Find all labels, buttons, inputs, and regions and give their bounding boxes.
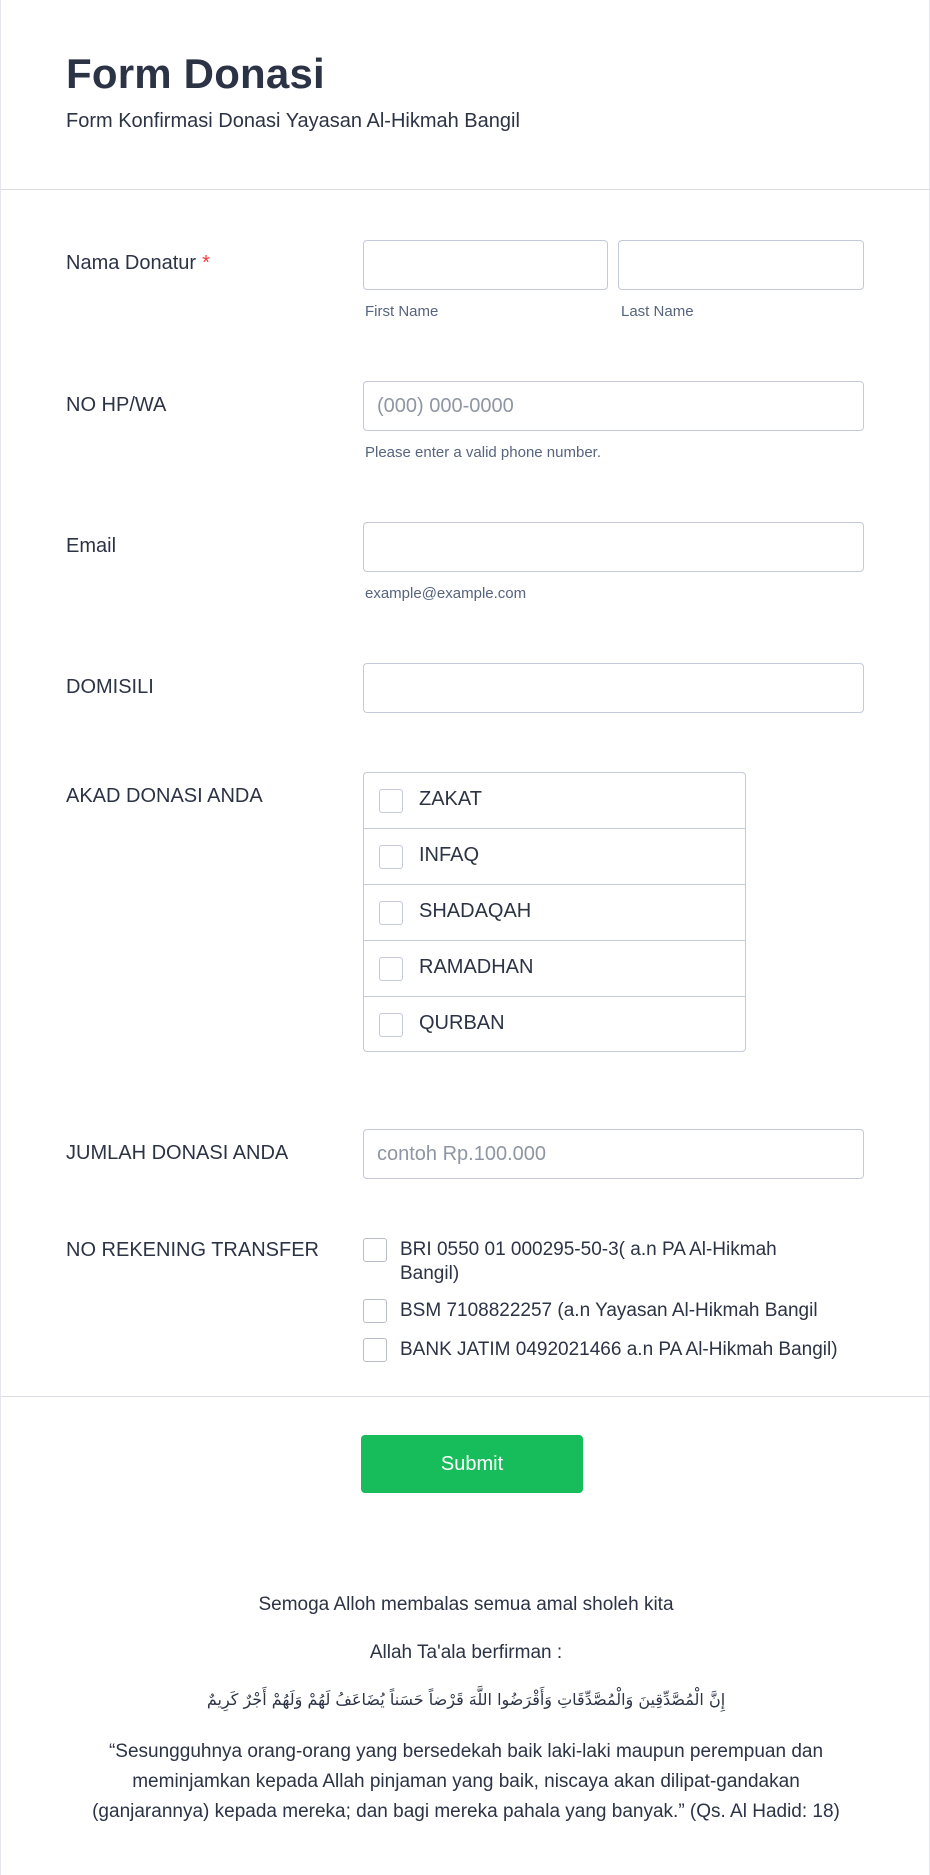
account-option-jatim: BANK JATIM 0492021466 a.n PA Al-Hikmah Bangil) (400, 1339, 838, 1360)
checkbox[interactable] (379, 845, 403, 869)
account-checkbox-bri[interactable] (363, 1238, 387, 1262)
akad-option-label: ZAKAT (419, 788, 482, 810)
submit-button[interactable]: Submit (361, 1435, 583, 1493)
amount-label: JUMLAH DONASI ANDA (66, 1142, 289, 1164)
phone-input[interactable] (363, 381, 864, 431)
akad-option-label: RAMADHAN (419, 956, 534, 978)
first-name-sublabel: First Name (365, 303, 439, 320)
name-label-text: Nama Donatur (66, 252, 197, 274)
name-label (66, 252, 210, 275)
akad-option-label: QURBAN (419, 1012, 505, 1034)
checkbox[interactable] (379, 789, 403, 813)
account-option-bri: BRI 0550 01 000295-50-3( a.n PA Al-Hikmah Bangil) (400, 1239, 777, 1284)
akad-option-label: SHADAQAH (419, 900, 532, 922)
akad-option-label: INFAQ (419, 844, 480, 866)
akad-option-infaq[interactable] (364, 829, 745, 885)
first-name-input[interactable] (363, 240, 608, 290)
account-option-bsm: BSM 7108822257 (a.n Yayasan Al-Hikmah Bangil (400, 1300, 818, 1321)
checkbox[interactable] (379, 1013, 403, 1037)
phone-helper: Please enter a valid phone number. (365, 444, 601, 461)
checkbox[interactable] (379, 901, 403, 925)
akad-label: AKAD DONASI ANDA (66, 785, 263, 807)
footer-arabic-verse: إِنَّ الْمُصَّدِّقِينَ وَالْمُصَّدِّقَاتِ وَأَقْرَضُوا اللَّهَ قَرْضاً حَسَناً يُضَاعَفُ لَهُمْ وَلَهُمْ أَجْرٌ كَرِيمٌ (206, 1690, 726, 1709)
email-label: Email (66, 535, 117, 557)
account-checkbox-bsm[interactable] (363, 1299, 387, 1323)
footer-intro: Allah Ta'ala berfirman : (369, 1642, 563, 1663)
form-title: Form Donasi (66, 50, 325, 97)
checkbox[interactable] (379, 957, 403, 981)
akad-checkbox-group (363, 772, 746, 1052)
akad-option-shadaqah[interactable] (364, 885, 745, 941)
form-subtitle: Form Konfirmasi Donasi Yayasan Al-Hikmah Bangil (66, 110, 520, 132)
email-input[interactable] (363, 522, 864, 572)
akad-option-zakat[interactable] (364, 773, 745, 829)
phone-label: NO HP/WA (66, 394, 167, 416)
divider (1, 1396, 930, 1397)
amount-input[interactable] (363, 1129, 864, 1179)
last-name-input[interactable] (618, 240, 864, 290)
required-mark: * (202, 252, 210, 274)
akad-option-ramadhan[interactable] (364, 941, 745, 997)
form-header (1, 0, 930, 190)
footer-prayer: Semoga Alloh membalas semua amal sholeh kita (258, 1594, 674, 1615)
domicile-input[interactable] (363, 663, 864, 713)
account-label: NO REKENING TRANSFER (66, 1239, 319, 1261)
account-checkbox-jatim[interactable] (363, 1338, 387, 1362)
domicile-label: DOMISILI (66, 676, 154, 698)
email-helper: example@example.com (365, 585, 527, 602)
footer-quote: “Sesungguhnya orang-orang yang bersedekah baik laki-laki maupun perempuan dan meminjamkan kepada Allah pinjaman yang baik, niscaya akan dilipat-gandakan (ganjarannya) kepada mereka; dan bagi mereka pahala yang banyak.” (Qs. Al Hadid: 18) (92, 1741, 840, 1822)
akad-option-qurban[interactable] (364, 997, 745, 1053)
last-name-sublabel: Last Name (621, 303, 694, 320)
